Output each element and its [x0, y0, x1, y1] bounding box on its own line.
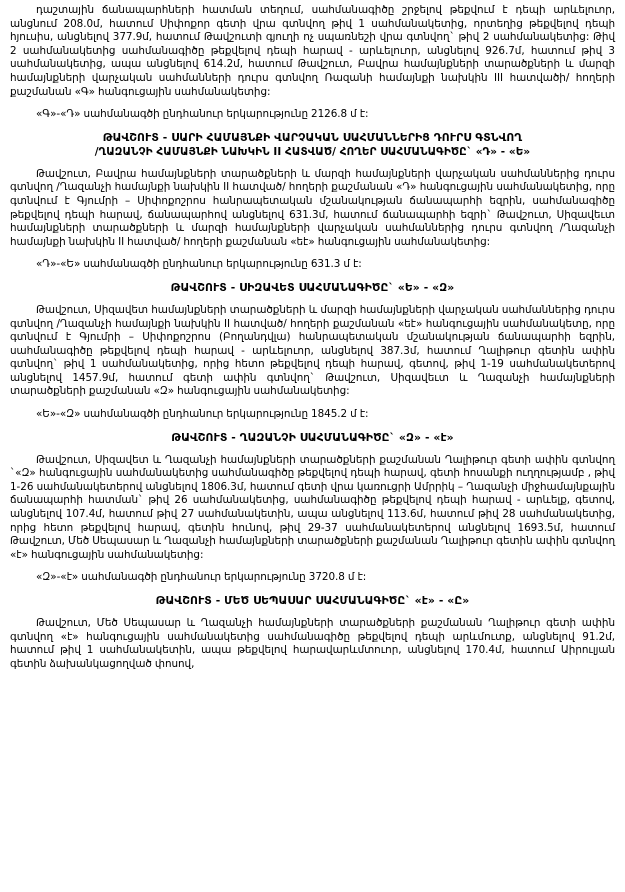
spacer: [10, 99, 615, 104]
section-heading-line-1: ԹԱՎՇՈՒՏ - ՍԻԶԱՎԵՏ ՍԱՀՄԱՆԱԳԻԾԸ` «Ե» - «Զ»: [170, 280, 455, 294]
paragraph-tavshut-sari: Թավշուտ, Բավրա համայնքների տարածքների և մարզի համայնքների վարչական սահմաններից դուրս գտնվող /Ղազանչի համայնքի նախկին II հատված/ հողերի քաշմանան «Դ» հանգուցային սահմանակետից, որը գտնվում է Գյումրի – Սիփոքոշրոս հանրապետական մշանակության ճանապարհի եզրին, սահմանագիծը թեքվելով դեպի հարավ, ճանապարհով անցնելով 631.3մ, հատում ճանապարհի եզրի` Թավշուտ, Սիզավեւտ համայնքների տարածքների և մարզի համայնքների վարչական սահմաններից դուրս գտնվող /Ղազանչի համայնքի նախկին II հատված/ հողերի քաշմանան «եէ» հանգուցային սահմանակետից:: [10, 167, 615, 248]
section-heading-line-1: ԹԱՎՇՈՒՏ - ՍԱՐԻ ՀԱՄԱՅՆՔԻ ՎԱՐՉԱԿԱՆ ՍԱՀՄԱՆՆԵՐԻՑ ԴՈՒՐՍ ԳՏՆՎՈՂ: [102, 130, 523, 144]
section-heading-line-1: ԹԱՎՇՈՒՏ - ՄԵԾ ՍԵՊԱՍԱՐ ՍԱՀՄԱՆԱԳԻԾԸ` «է» - «Ը»: [155, 594, 470, 607]
spacer: [10, 562, 615, 567]
section-heading-line-2: /ՂԱԶԱՆՉԻ ՀԱՄԱՅՆՔԻ ՆԱԽԿԻՆ II ՀԱՏՎԱԾ/ ՀՈՂԵՐ ՍԱՀՄԱՆԱԳԻԾԸ` «Դ» - «Ե»: [94, 145, 531, 158]
spacer: [10, 399, 615, 404]
paragraph-continuation: դաշտային ճանապարհների հատման տեղում, սահմանագիծը շրջելով թեքվում է դեպի արևելուոր, անցնում 208.0մ, հատում Սիփոքոր գետի վրա գտնվող թիվ 1 սահմանակետից, որտեղից թեքվելով դեպի հյուսիս, անցնելով 377.9մ, հատում Թավշուտի գյուղի ոչ սպառնեշի վրա գտնվող` թիվ 2 սահմանակետից: Թիվ 2 սահմանակետից սահմանագիծը թեքվելով դեպի հարավ - արևելուոր, անցնելով 926.7մ, հատում թիվ 3 սահմանակետից, ապա անցնելով 614.2մ, հատում Թավշուտ, Բավրա համայնքների տարածքների և մարզի համայնքների վարչական սահմանների դուրս գտնվող Ռազանի համայնքի նախկին III հատվածի/ հողերի քաշմանան «Գ» հանգուցային սահմանակետից:: [10, 4, 615, 98]
paragraph-tavshut-ghazanchi: Թավշուտ, Սիզավետ և Ղազանչի համայնքների տարածքների քաշմանան Ղալիթուր գետի ափին գտնվող `«Զ» հանգուցային սահմանակետից սահմանագիծը թեքվելով դեպի հարավ, գետի հոսանքի ուղղությամբ , թիվ 1-26 սահմանակետերով անցնելով 1806.3մ, հատում գետի վրա կառուցրի Ամրրիկ – Ղազանչի միջհամայնքային ճանապարհի հատման` թիվ 26 սահմանակետից, սահմանագիծը թեքվելով դեպի հարավ - արևելք, գետով, անցնելով 107.4մ, հատում թիվ 27 սահմանակետին, ապա անցնելով 113.6մ, հատում թիվ 28 սահմանակետից, որից հետո թեքվելով հարավ, գետին հունով, թիվ 29-37 սահմանակետերով անցնելով 1693.5մ, հատում Թավշուտ, Մեծ Սեպասար և Ղազանչի համայնքների տարածքների քաշմանան Ղալիթուր գետին ափին գտնվող «է» հանգուցային սահմանակետից:: [10, 453, 615, 561]
section-heading-tavshut-sizavet: [10, 281, 615, 295]
boundary-length-note-gd: «Գ»-«Դ» սահմանագծի ընդհանուր երկարությունը 2126.8 մ է:: [36, 108, 369, 121]
paragraph-tavshut-sizavet: Թավշուտ, Սիզավետ համայնքների տարածքների և մարզի համայնքների վարչական սահմաններից դուրս գտնվող /Ղազանչի համայնքի նախկին II հատված/ հողերի քաշմանան «եէ» հանգուցային սահմանակետը, որը գտնվում է Գյումրի – Սիփոքոշրոս (Բողանդվլա) հանրապետական մշանակության ճանապարհի եզրին, սահմանագիծը թեքվելով դեպի հարավ - արևելուոր, անցնելով 387.3մ, հատում Ղալիթուր գետին ափին գտնվող` թիվ 1 սահմանակետից, որից հետո թեքվելով դեպի հարավ, գետով, թիվ 1-19 սահմանակետերով անցնելով 1457.9մ, հատում գետի ափին գտնվող` Թավշուտ, Սիզավեւտ և Ղազանչի համայնքների տարածքների քաշմանան «Զ» հանգուցային սահմանակետից:: [10, 303, 615, 398]
section-heading-tavshut-ghazanchi: [10, 431, 615, 445]
spacer: [10, 249, 615, 254]
boundary-length-note-ze: «Զ»-«է» սահմանագծի ընդհանուր երկարությունը 3720.8 մ է:: [36, 571, 367, 584]
section-heading-tavshut-sari: [10, 131, 615, 159]
paragraph-tavshut-mets-sepasar: Թավշուտ, Մեծ Սեպասար և Ղազանչի համայնքների տարածքների քաշմանան Ղալիթուր գետի ափին գտնվող «է» հանգուցային սահմանակետից սահմանագիծը թեքվելով դեպի արևմուտք, անցնելով 91.2մ, հատում թիվ 1 սահմանակետին, ապա թեքվելով հարավարևմտուոր, անցնելով 170.4մ, հատում Աիրուլյան գետին ձախանկացողված փոսով,: [10, 617, 615, 670]
section-heading-tavshut-mets-sepasar: [10, 594, 615, 608]
boundary-length-note-ez: «Ե»-«Զ» սահմանագծի ընդհանուր երկարությունը 1845.2 մ է:: [36, 408, 369, 421]
boundary-length-note-de: «Դ»-«Ե» սահմանագծի ընդհանուր երկարությունը 631.3 մ է:: [36, 258, 362, 271]
section-heading-line-1: ԹԱՎՇՈՒՏ - ՂԱԶԱՆՉԻ ՍԱՀՄԱՆԱԳԻԾԸ` «Զ» - «է»: [171, 430, 454, 444]
